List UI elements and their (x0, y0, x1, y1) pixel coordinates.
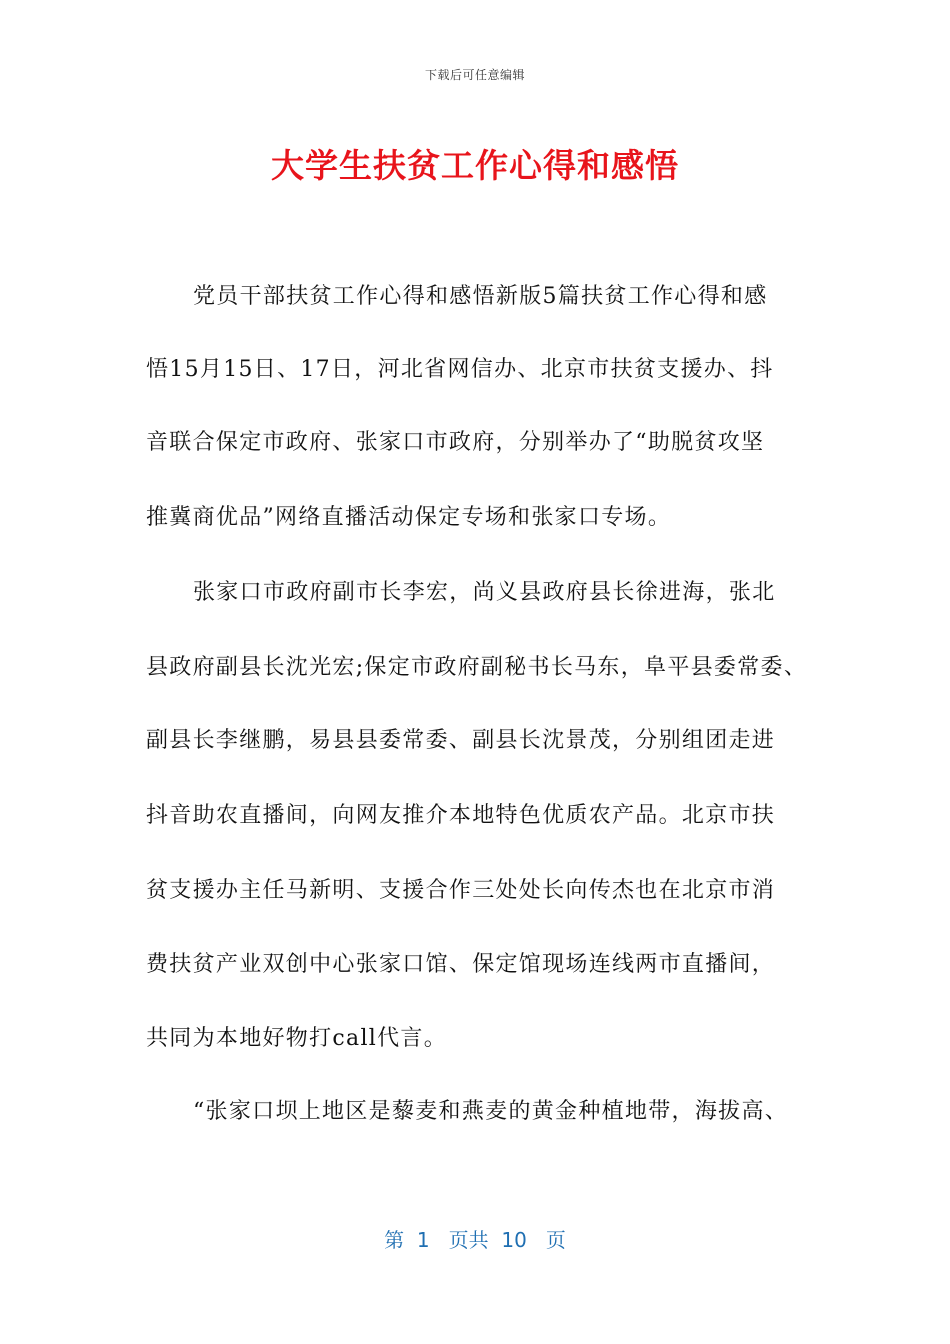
body-line: 推冀商优品”网络直播活动保定专场和张家口专场。 (146, 505, 672, 530)
body-line: 音联合保定市政府、张家口市政府，分别举办了“助脱贫攻坚 (146, 430, 765, 455)
body-line: 悟15月15日、17日，河北省网信办、北京市扶贫支援办、抖 (146, 357, 774, 382)
page-number-footer: 第 1 页共 10 页 (384, 1228, 566, 1252)
page-header-note: 下载后可任意编辑 (424, 68, 525, 82)
body-line: 副县长李继鹏，易县县委常委、副县长沈景茂，分别组团走进 (146, 728, 776, 753)
body-line: 共同为本地好物打call代言。 (146, 1026, 448, 1051)
document-title: 大学生扶贫工作心得和感悟 (271, 146, 679, 185)
body-line: “张家口坝上地区是藜麦和燕麦的黄金种植地带，海拔高、 (193, 1099, 789, 1124)
body-line: 抖音助农直播间，向网友推介本地特色优质农产品。北京市扶 (146, 803, 776, 828)
body-line: 县政府副县长沈光宏;保定市政府副秘书长马东，阜平县委常委、 (146, 655, 808, 680)
body-line: 党员干部扶贫工作心得和感悟新版5篇扶贫工作心得和感 (193, 284, 768, 309)
body-line: 贫支援办主任马新明、支援合作三处处长向传杰也在北京市消 (146, 878, 776, 903)
body-line: 费扶贫产业双创中心张家口馆、保定馆现场连线两市直播间， (146, 952, 776, 977)
body-line: 张家口市政府副市长李宏，尚义县政府县长徐进海，张北 (193, 580, 776, 605)
